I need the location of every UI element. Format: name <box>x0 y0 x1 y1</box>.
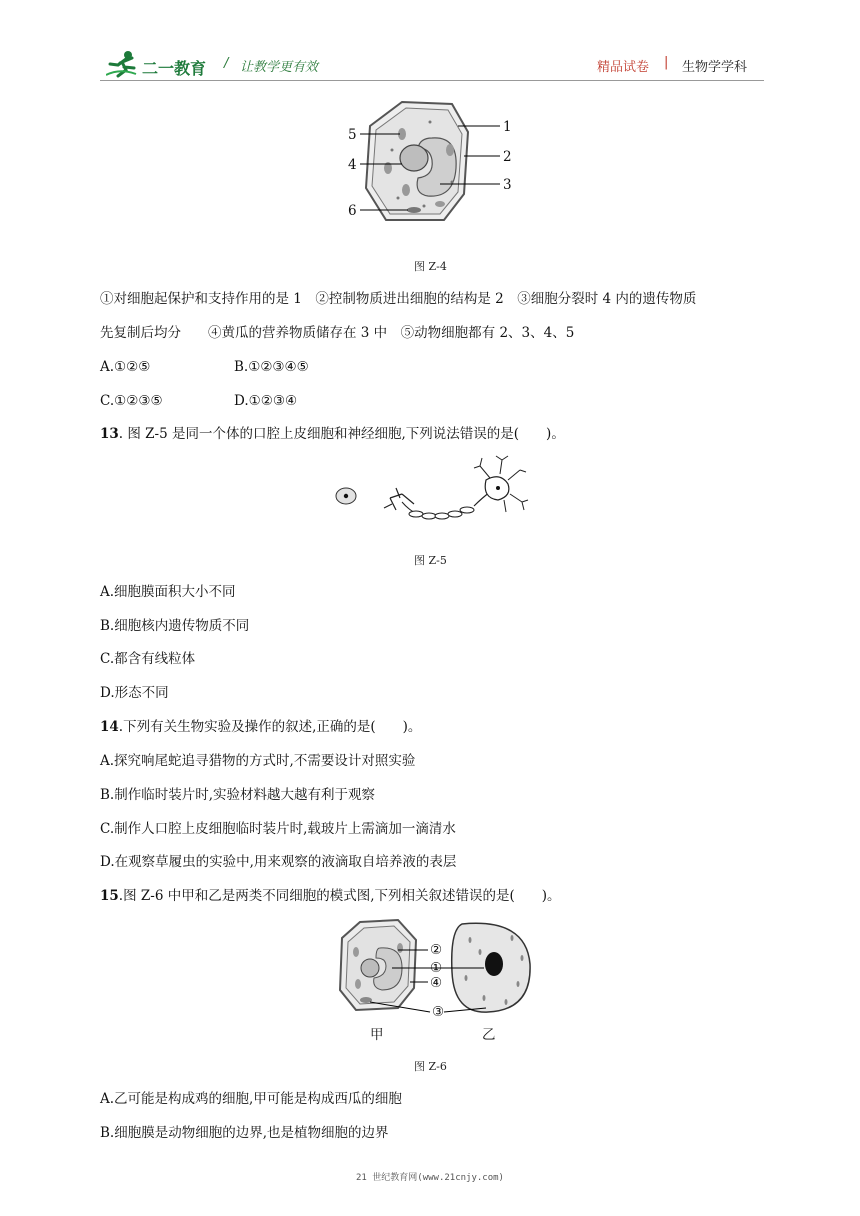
q14-stem <box>100 718 421 736</box>
logo-runner-icon <box>106 50 140 78</box>
q14-option-c[interactable]: C.制作人口腔上皮细胞临时装片时,载玻片上需滴加一滴清水 <box>100 821 456 837</box>
q15-stem <box>100 887 561 905</box>
fig4-label-3: 3 <box>503 177 512 193</box>
q13-option-c[interactable]: C.都含有线粒体 <box>100 651 196 667</box>
q13-number: 13 <box>100 426 119 442</box>
q13-stem <box>100 425 565 443</box>
q14-option-d[interactable]: D.在观察草履虫的实验中,用来观察的液滴取自培养液的表层 <box>100 854 457 870</box>
fig6-cell-b-label: 乙 <box>482 1027 496 1043</box>
q12-statement-line2: 先复制后均分 ④黄瓜的营养物质储存在 3 中 ⑤动物细胞都有 2、3、4、5 <box>100 325 575 341</box>
fig6-label-4: ④ <box>430 975 443 991</box>
figure-z5-cells <box>330 454 530 530</box>
fig4-label-2: 2 <box>503 149 512 165</box>
fig4-label-5: 5 <box>348 127 357 143</box>
fig6-cell-a-label: 甲 <box>370 1027 384 1043</box>
header-label-subject: 生物学学科 <box>682 60 748 75</box>
logo-text: 二一教育 <box>142 59 207 78</box>
figure-z5-caption: 图 Z-5 <box>414 554 447 567</box>
fig6-label-1: ① <box>430 960 443 976</box>
header-separator: | <box>664 55 669 70</box>
q13-option-b[interactable]: B.细胞核内遗传物质不同 <box>100 618 250 634</box>
fig4-label-1: 1 <box>503 119 512 135</box>
q15-number: 15 <box>100 888 119 904</box>
fig4-label-4: 4 <box>348 157 357 173</box>
q15-option-a[interactable]: A.乙可能是构成鸡的细胞,甲可能是构成西瓜的细胞 <box>100 1091 402 1107</box>
q12-statement-line1: ①对细胞起保护和支持作用的是 1 ②控制物质进出细胞的结构是 2 ③细胞分裂时 4 内的遗传物质 <box>100 291 697 307</box>
q13-stem-text: . 图 Z-5 是同一个体的口腔上皮细胞和神经细胞,下列说法错误的是( )。 <box>118 426 565 442</box>
q12-option-c[interactable]: C.①②③⑤ <box>100 393 163 409</box>
fig6-label-3: ③ <box>432 1004 445 1020</box>
figure-z4-caption: 图 Z-4 <box>414 260 447 273</box>
figure-z6-caption: 图 Z-6 <box>414 1060 447 1073</box>
fig6-label-2: ② <box>430 942 443 958</box>
header-slogan: 让教学更有效 <box>240 60 319 75</box>
q13-option-a[interactable]: A.细胞膜面积大小不同 <box>100 584 236 600</box>
q12-option-b[interactable]: B.①②③④⑤ <box>234 359 309 375</box>
q12-option-a[interactable]: A.①②⑤ <box>100 359 151 375</box>
header-slogan-sep: / <box>224 56 229 71</box>
q13-option-d[interactable]: D.形态不同 <box>100 685 169 701</box>
figure-z4-plant-cell <box>340 98 520 226</box>
q15-option-b[interactable]: B.细胞膜是动物细胞的边界,也是植物细胞的边界 <box>100 1125 389 1141</box>
q14-option-a[interactable]: A.探究响尾蛇追寻猎物的方式时,不需要设计对照实验 <box>100 753 416 769</box>
page-footer: 21 世纪教育网(www.21cnjy.com) <box>356 1173 504 1183</box>
q14-stem-text: .下列有关生物实验及操作的叙述,正确的是( )。 <box>118 719 422 735</box>
q15-stem-text: .图 Z-6 中甲和乙是两类不同细胞的模式图,下列相关叙述错误的是( )。 <box>118 888 561 904</box>
q14-number: 14 <box>100 719 119 735</box>
q12-option-d[interactable]: D.①②③④ <box>234 393 298 409</box>
header <box>0 0 860 90</box>
header-label-quality: 精品试卷 <box>597 60 650 75</box>
q14-option-b[interactable]: B.制作临时装片时,实验材料越大越有利于观察 <box>100 787 376 803</box>
header-rule <box>100 80 764 81</box>
fig4-label-6: 6 <box>348 203 357 219</box>
